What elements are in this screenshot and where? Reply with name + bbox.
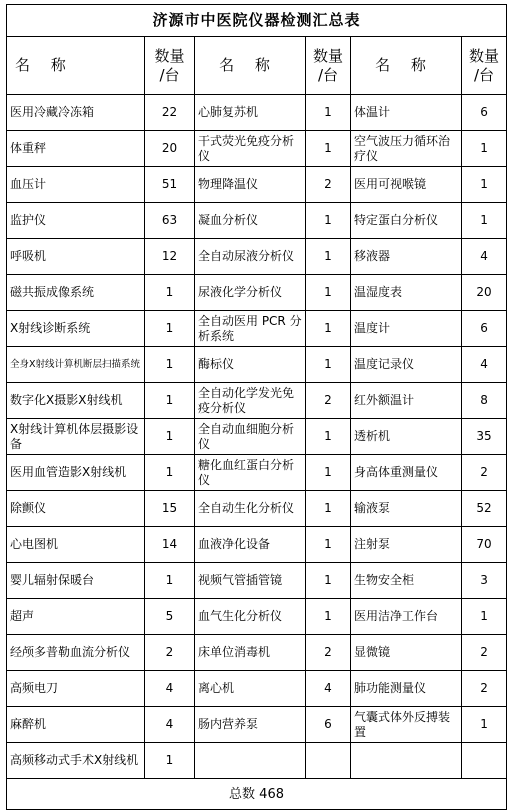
instrument-name: X射线诊断系统 [7,311,145,347]
instrument-name: 呼吸机 [7,239,145,275]
instrument-name: 床单位消毒机 [195,635,306,671]
instrument-quantity: 1 [145,455,195,491]
instrument-quantity: 52 [462,491,507,527]
instrument-quantity: 1 [145,275,195,311]
instrument-quantity: 1 [462,599,507,635]
instrument-quantity: 1 [145,419,195,455]
instrument-quantity: 4 [306,671,351,707]
table-row [7,95,507,131]
table-row [7,347,507,383]
instrument-quantity: 6 [462,95,507,131]
instrument-name: 肺功能测量仪 [351,671,462,707]
instrument-quantity: 1 [462,167,507,203]
instrument-name: 医用血管造影X射线机 [7,455,145,491]
instrument-quantity: 1 [145,347,195,383]
instrument-quantity: 5 [145,599,195,635]
instrument-quantity: 1 [145,311,195,347]
instrument-name: 血气生化分析仪 [195,599,306,635]
instrument-name: 温湿度表 [351,275,462,311]
instrument-name: 全自动化学发光免疫分析仪 [195,383,306,419]
table-row [7,599,507,635]
instrument-quantity: 15 [145,491,195,527]
instrument-name: 医用洁净工作台 [351,599,462,635]
instrument-name: 凝血分析仪 [195,203,306,239]
header-name-1: 名 称 [7,37,145,95]
instrument-quantity: 4 [462,347,507,383]
table-row [7,671,507,707]
instrument-name: 麻醉机 [7,707,145,743]
table-row [7,563,507,599]
instrument-quantity: 2 [462,635,507,671]
instrument-quantity: 2 [306,383,351,419]
instrument-name: 尿液化学分析仪 [195,275,306,311]
instrument-name: 气囊式体外反搏装置 [351,707,462,743]
instrument-name: 空气波压力循环治疗仪 [351,131,462,167]
table-title: 济源市中医院仪器检测汇总表 [7,5,507,37]
instrument-quantity: 3 [462,563,507,599]
instrument-name: 全自动医用 PCR 分析系统 [195,311,306,347]
instrument-quantity: 1 [306,311,351,347]
header-qty-3 [462,37,507,95]
instrument-quantity: 2 [306,167,351,203]
instrument-quantity: 22 [145,95,195,131]
instrument-quantity: 2 [462,671,507,707]
instrument-name: 特定蛋白分析仪 [351,203,462,239]
instrument-quantity: 2 [306,635,351,671]
instrument-quantity: 1 [306,239,351,275]
instrument-quantity: 2 [462,455,507,491]
instrument-quantity: 1 [306,203,351,239]
instrument-name: 物理降温仪 [195,167,306,203]
instrument-quantity: 1 [306,599,351,635]
instrument-name: 身高体重测量仪 [351,455,462,491]
table-row [7,383,507,419]
instrument-quantity: 1 [306,347,351,383]
instrument-quantity: 4 [462,239,507,275]
header-qty-line1: 数量 [312,46,343,65]
instrument-name: 输液泵 [351,491,462,527]
instrument-quantity: 70 [462,527,507,563]
header-qty-line2: /台 [473,65,495,84]
instrument-quantity: 1 [145,743,195,779]
instrument-name: 婴儿辐射保暖台 [7,563,145,599]
instrument-quantity: 20 [462,275,507,311]
instrument-name: 高频移动式手术X射线机 [7,743,145,779]
instrument-name: 生物安全柜 [351,563,462,599]
instrument-name [195,743,306,779]
header-row [7,37,507,95]
instrument-name: 干式荧光免疫分析仪 [195,131,306,167]
instrument-quantity: 1 [306,455,351,491]
instrument-name: 除颤仪 [7,491,145,527]
instrument-name: 血液净化设备 [195,527,306,563]
instrument-quantity [462,743,507,779]
instrument-name: 糖化血红蛋白分析仪 [195,455,306,491]
table-row [7,167,507,203]
instrument-name: 数字化X摄影X射线机 [7,383,145,419]
header-qty-line2: /台 [317,65,339,84]
instrument-quantity: 1 [306,527,351,563]
table-row [7,743,507,779]
instrument-quantity: 1 [306,275,351,311]
total-count: 总数 468 [7,779,507,810]
instrument-quantity: 14 [145,527,195,563]
summary-sheet [6,4,506,810]
instrument-name: 视频气管插管镜 [195,563,306,599]
table-row [7,635,507,671]
instrument-name: 温度记录仪 [351,347,462,383]
instrument-quantity: 12 [145,239,195,275]
instrument-quantity: 20 [145,131,195,167]
header-name-2: 名 称 [195,37,306,95]
instrument-name: 监护仪 [7,203,145,239]
table-row [7,203,507,239]
instrument-name: 超声 [7,599,145,635]
instrument-name: 温度计 [351,311,462,347]
header-qty-2 [306,37,351,95]
instrument-quantity: 8 [462,383,507,419]
instrument-quantity: 1 [306,131,351,167]
header-name-3: 名 称 [351,37,462,95]
instrument-name: 血压计 [7,167,145,203]
instrument-name: 全自动血细胞分析仪 [195,419,306,455]
table-row [7,455,507,491]
instrument-name: 注射泵 [351,527,462,563]
instrument-name: 医用冷藏冷冻箱 [7,95,145,131]
instrument-quantity: 6 [306,707,351,743]
instrument-name: 经颅多普勒血流分析仪 [7,635,145,671]
instrument-name: 全自动尿液分析仪 [195,239,306,275]
instrument-name: 显微镜 [351,635,462,671]
instrument-quantity: 63 [145,203,195,239]
instrument-quantity: 4 [145,707,195,743]
instrument-name: 心电图机 [7,527,145,563]
instrument-name: 高频电刀 [7,671,145,707]
instrument-quantity: 1 [462,707,507,743]
instrument-name: 医用可视喉镜 [351,167,462,203]
header-qty-line1: 数量 [469,46,500,65]
instrument-quantity: 1 [306,491,351,527]
instrument-quantity: 1 [462,131,507,167]
instrument-name: 肠内营养泵 [195,707,306,743]
instrument-name: 透析机 [351,419,462,455]
instrument-name: 磁共振成像系统 [7,275,145,311]
instrument-name: 体温计 [351,95,462,131]
instrument-quantity [306,743,351,779]
instrument-name: 体重秤 [7,131,145,167]
instrument-quantity: 1 [306,419,351,455]
table-row [7,239,507,275]
table-row [7,311,507,347]
instrument-name [351,743,462,779]
header-qty-1 [145,37,195,95]
instrument-quantity: 2 [145,635,195,671]
instrument-quantity: 1 [306,563,351,599]
table-row [7,491,507,527]
instrument-quantity: 1 [145,563,195,599]
instrument-quantity: 4 [145,671,195,707]
instrument-name: 红外额温计 [351,383,462,419]
instrument-name: 酶标仪 [195,347,306,383]
instrument-name: 心肺复苏机 [195,95,306,131]
table-row [7,527,507,563]
table-row [7,419,507,455]
instrument-name: 全身X射线计算机断层扫描系统 [7,347,145,383]
instrument-name: 全自动生化分析仪 [195,491,306,527]
instrument-quantity: 1 [462,203,507,239]
header-qty-line2: /台 [159,65,180,84]
instrument-quantity: 35 [462,419,507,455]
table-row [7,707,507,743]
instrument-quantity: 1 [145,383,195,419]
instrument-table [6,4,507,810]
instrument-quantity: 51 [145,167,195,203]
instrument-quantity: 1 [306,95,351,131]
instrument-name: X射线计算机体层摄影设备 [7,419,145,455]
header-qty-line1: 数量 [154,46,185,65]
instrument-name: 移液器 [351,239,462,275]
instrument-name: 离心机 [195,671,306,707]
table-row [7,131,507,167]
table-row [7,275,507,311]
instrument-quantity: 6 [462,311,507,347]
